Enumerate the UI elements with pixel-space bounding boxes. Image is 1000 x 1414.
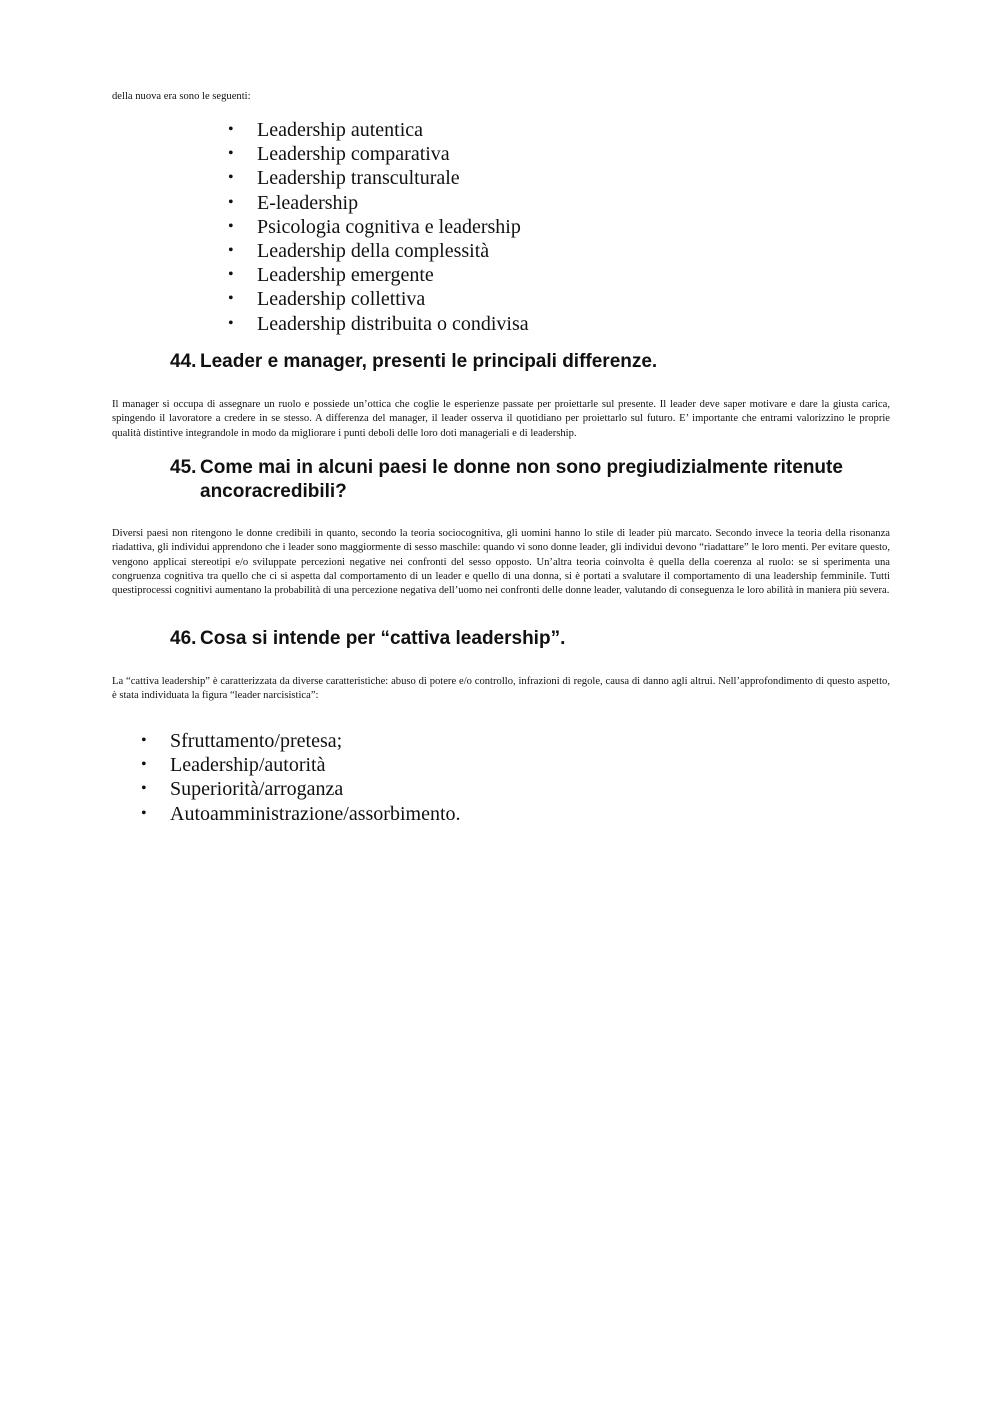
list-item-label: Superiorità/arroganza <box>170 778 344 801</box>
section-46-body: La “cattiva leadership” è caratterizzata da diverse caratteristiche: abuso di potere e/o controllo, infrazioni di regole, causa di danno agli altrui. Nell’approfondimento di questo aspetto, è stata individuata la figura “leader narcisistica”: <box>112 676 890 702</box>
bullet-icon: • <box>228 290 234 308</box>
section-45-title-line2: ancoracredibili? <box>200 481 347 502</box>
bullet-icon: • <box>141 756 147 774</box>
bullet-icon: • <box>228 145 234 163</box>
bullet-icon: • <box>228 242 234 260</box>
leadership-types-list <box>228 118 529 336</box>
list-item <box>228 312 529 336</box>
list-item-label: Psicologia cognitiva e leadership <box>257 215 521 238</box>
list-item-label: Leadership comparativa <box>257 143 450 166</box>
list-item <box>141 802 461 826</box>
section-45-number: 45. <box>170 457 197 478</box>
bullet-icon: • <box>141 804 147 822</box>
list-item <box>228 118 529 142</box>
list-item-label: Leadership distribuita o condivisa <box>257 312 529 335</box>
list-item <box>228 215 529 239</box>
section-44-body: Il manager si occupa di assegnare un ruolo e possiede un’ottica che coglie le esperienze passate per proiettarle sul presente. Il leader deve saper motivare e dare la giusta carica, spingendo il lavoratore a credere in se stesso. A differenza del manager, il leader osserva il quotidiano per proiettarlo sul futuro. E’ importante che entrami valorizzino le proprie qualità distintive integrandole in modo da migliorare i punti deboli delle loro doti manageriali e di leadership. <box>112 399 890 439</box>
section-46-title: Cosa si intende per “cattiva leadership”. <box>200 628 566 649</box>
list-item-label: Leadership emergente <box>257 264 434 287</box>
list-item-label: Autoamministrazione/assorbimento. <box>170 802 461 825</box>
list-item-label: Leadership della complessità <box>257 240 490 263</box>
section-45-body: Diversi paesi non ritengono le donne credibili in quanto, secondo la teoria sociocognitiva, gli uomini hanno lo stile di leader più marcato. Secondo invece la teoria della risonanza riadattiva, gli individui apprendono che i leader sono maggiormente di sesso maschile: quando vi sono donne leader, gli individui devono “riadattare” le loro menti. Per evitare questo, vengono applicai stereotipi e/o sviluppate percezioni negative nei confronti del sesso opposto. Un’altra teoria coinvolta è quella della coerenza al ruolo: se si sperimenta una congruenza cognitiva tra quello che ci si aspetta dal comportamento di un leader e quello di una donna, si è portati a svalutare il comportamento di una leadership femminile. Tutti questiprocessi cognitivi aumentano la probabilità di una percezione negativa dell’uomo nei confronti delle donne leader, valutando di conseguenza le loro abilità in maniera più severa. <box>112 528 890 597</box>
bullet-icon: • <box>141 780 147 798</box>
section-44-number: 44. <box>170 351 197 372</box>
list-item-label: Leadership transculturale <box>257 167 460 190</box>
list-item <box>141 753 461 777</box>
list-item <box>141 729 461 753</box>
list-item <box>228 263 529 287</box>
list-item <box>228 166 529 190</box>
section-46-heading <box>170 627 565 651</box>
intro-text: della nuova era sono le seguenti: <box>112 91 251 102</box>
narcissistic-leader-traits-list <box>141 729 461 826</box>
bullet-icon: • <box>228 314 234 332</box>
bullet-icon: • <box>228 217 234 235</box>
list-item-label: Sfruttamento/pretesa; <box>170 730 343 752</box>
list-item <box>228 239 529 263</box>
list-item <box>141 777 461 801</box>
list-item-label: Leadership/autorità <box>170 754 326 777</box>
bullet-icon: • <box>228 169 234 187</box>
section-44-heading <box>170 350 657 374</box>
list-item-label: E-leadership <box>257 191 359 214</box>
list-item <box>228 191 529 215</box>
list-item-label: Leadership autentica <box>257 119 424 141</box>
list-item-label: Leadership collettiva <box>257 288 426 311</box>
list-item <box>228 287 529 311</box>
section-44-title: Leader e manager, presenti le principali differenze. <box>200 351 658 372</box>
bullet-icon: • <box>228 266 234 284</box>
section-45-heading <box>170 456 843 504</box>
bullet-icon: • <box>141 732 147 749</box>
bullet-icon: • <box>228 193 234 211</box>
bullet-icon: • <box>228 121 234 138</box>
section-46-number: 46. <box>170 628 197 649</box>
section-45-title-line1: Come mai in alcuni paesi le donne non sono pregiudizialmente ritenute <box>200 457 843 478</box>
list-item <box>228 142 529 166</box>
